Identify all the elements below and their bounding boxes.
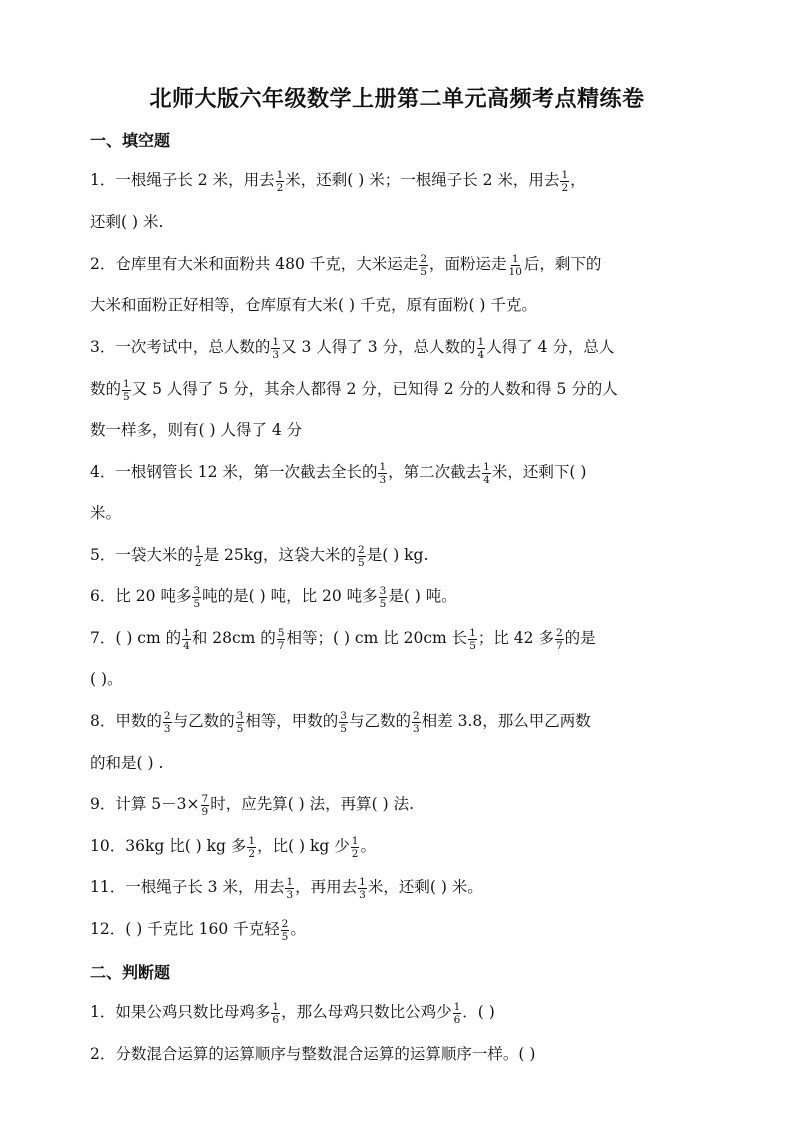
fill-q9-line: 9．计算 5－3× $\frac{7}{9}$ 时，应先算( ) 法，再算( ) 法. [90,792,415,818]
fraction: $\frac{1}{3}$ [379,460,387,486]
fraction: $\frac{1}{3}$ [286,875,294,901]
fraction: $\frac{7}{9}$ [201,792,209,818]
fill-q5-line: 5．一袋大米的 $\frac{1}{2}$ 是 25kg，这袋大米的 $\frac{2}{5}$ 是( ) kg. [90,543,429,569]
section-fill-in-heading: 一、填空题 [90,131,171,150]
fraction: $\frac{1}{5}$ [469,626,476,652]
fill-q3-line2: 数的 $\frac{1}{5}$ 又 5 人得了 5 分，其余人都得 2 分，已知得 2 分的人数和得 5 分的人 [90,377,618,403]
fraction: $\frac{3}{5}$ [340,709,347,735]
fraction: $\frac{1}{2}$ [194,543,202,569]
fill-q6-line: 6．比 20 吨多 $\frac{3}{5}$ 吨的是( ) 吨，比 20 吨多 $\frac{3}{5}$ 是( ) 吨。 [90,584,457,610]
fraction: $\frac{1}{6}$ [272,1000,280,1026]
fraction: $\frac{1}{2}$ [248,834,256,860]
fraction: $\frac{5}{7}$ [277,626,285,652]
fraction: $\frac{2}{7}$ [555,626,563,652]
fraction: $\frac{1}{3}$ [272,335,280,361]
fill-q2-line1: 2．仓库里有大米和面粉共 480 千克，大米运走 $\frac{2}{5}$ ，面粉运走 $\frac{1}{10}$ 后，剩下的 [90,252,602,278]
fill-q7-line2: ( )。 [90,670,123,688]
page-title: 北师大版六年级数学上册第二单元高频考点精练卷 [149,86,645,112]
fill-q4-line1: 4．一根钢管长 12 米，第一次截去全长的 $\frac{1}{3}$ ，第二次截去 $\frac{1}{4}$ 米，还剩下( ) [90,460,587,486]
fill-q8-line1: 8．甲数的 $\frac{2}{3}$ 与乙数的 $\frac{3}{5}$ 相等，甲数的 $\frac{3}{5}$ 与乙数的 $\frac{2}{3}$ 相差 3.8，那么甲乙两数 [90,709,591,735]
fraction: $\frac{1}{4}$ [483,460,490,486]
fraction: $\frac{2}{5}$ [420,252,427,278]
judge-q2-line: 2．分数混合运算的运算顺序与整数混合运算的运算顺序一样。( ) [90,1045,536,1063]
fill-q3-line3: 数一样多，则有( ) 人得了 4 分 [90,421,303,439]
fraction: $\frac{1}{10}$ [508,252,522,278]
fraction: $\frac{2}{3}$ [163,709,171,735]
fraction: $\frac{1}{6}$ [453,1000,461,1026]
fill-q1-line1: 1．一根绳子长 2 米，用去 $\frac{1}{2}$ 米，还剩( ) 米；一根绳子长 2 米，用去 $\frac{1}{2}$ ， [90,168,586,194]
fraction: $\frac{1}{3}$ [359,875,366,901]
fill-q1-line2: 还剩( ) 米. [90,213,164,231]
fill-q10-line: 10．36kg 比( ) kg 多 $\frac{1}{2}$ ，比( ) kg 少 $\frac{1}{2}$ 。 [90,834,376,860]
fraction: $\frac{1}{4}$ [183,626,190,652]
fill-q4-line2: 米。 [90,504,122,522]
fraction: $\frac{1}{4}$ [477,335,485,361]
section-true-false-heading: 二、判断题 [90,963,171,982]
fill-q12-line: 12．( ) 千克比 160 千克轻 $\frac{2}{5}$ 。 [90,917,306,943]
fill-q7-line1: 7．( ) cm 的 $\frac{1}{4}$ 和 28cm 的 $\frac{5}{7}$ 相等；( ) cm 比 20cm 长 $\frac{1}{5}$ ；比 42 多 $\frac{2}{7}$ 的是 [90,626,596,652]
fill-q2-line2: 大米和面粉正好相等，仓库原有大米( ) 千克，原有面粉( ) 千克。 [90,296,537,314]
fraction: $\frac{3}{5}$ [236,709,244,735]
fraction: $\frac{2}{5}$ [281,917,289,943]
fraction: $\frac{1}{2}$ [276,168,284,194]
fraction: $\frac{1}{2}$ [351,834,359,860]
fraction: $\frac{2}{5}$ [358,543,365,569]
fill-q3-line1: 3．一次考试中，总人数的 $\frac{1}{3}$ 又 3 人得了 3 分，总人数的 $\frac{1}{4}$ 人得了 4 分，总人 [90,335,615,361]
fraction: $\frac{1}{5}$ [123,377,130,403]
fraction: $\frac{1}{2}$ [561,168,569,194]
fraction: $\frac{2}{3}$ [412,709,420,735]
fraction: $\frac{3}{5}$ [193,584,201,610]
fill-q8-line2: 的和是( ) . [90,754,164,772]
fraction: $\frac{3}{5}$ [379,584,387,610]
fill-q11-line: 11．一根绳子长 3 米，用去 $\frac{1}{3}$ ，再用去 $\frac{1}{3}$ 米，还剩( ) 米。 [90,875,483,901]
judge-q1-line: 1．如果公鸡只数比母鸡多 $\frac{1}{6}$ ，那么母鸡只数比公鸡少 $\frac{1}{6}$ ．( ) [90,1000,495,1026]
